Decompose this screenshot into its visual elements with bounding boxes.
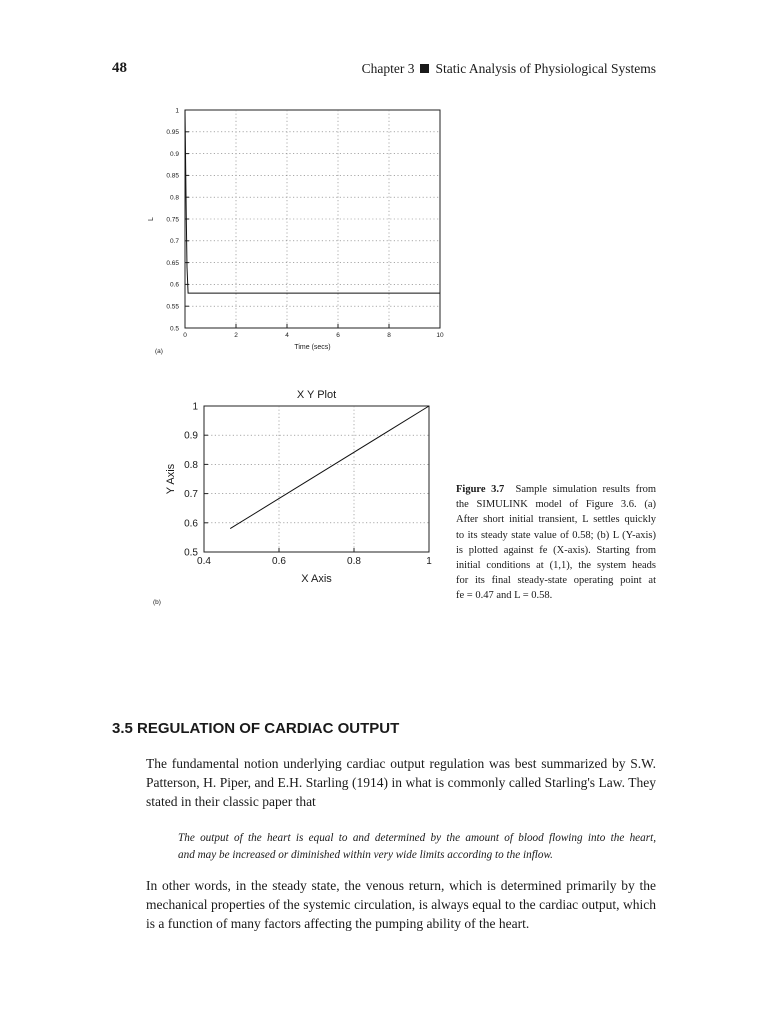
y-tick-label: 0.55: [166, 303, 179, 311]
x-tick-label: 1: [426, 556, 432, 567]
x-tick-label: 2: [234, 332, 238, 339]
panel-label: (b): [153, 599, 161, 606]
x-tick-label: 4: [285, 332, 289, 339]
paragraph-line: The fundamental notion underlying cardiac output regulation was best summarized by S.W.: [146, 756, 656, 771]
x-tick-label: 0.6: [272, 556, 286, 567]
y-axis-label: Y Axis: [165, 463, 177, 495]
y-tick-label: 0.7: [184, 489, 198, 501]
paragraph-line: stated in their classic paper that: [146, 794, 316, 809]
y-tick-label: 0.6: [169, 281, 179, 289]
paragraph: [146, 754, 656, 811]
quote-line: and may be increased or diminished within very wide limits according to the inflow.: [178, 849, 553, 861]
y-tick-label: 0.8: [184, 459, 198, 471]
block-quote: [178, 830, 656, 864]
x-tick-label: 0.4: [197, 556, 211, 567]
x-tick-label: 0.8: [347, 556, 361, 567]
plot-frame: [204, 406, 429, 552]
x-tick-label: 10: [436, 332, 444, 339]
y-tick-label: 0.5: [184, 547, 198, 559]
caption-line: is plotted against fe (X-axis). Starting from: [456, 544, 656, 556]
y-tick-label: 1: [175, 107, 179, 115]
y-tick-label: 0.8: [169, 194, 179, 202]
caption-line: fe = 0.47 and L = 0.58.: [456, 590, 553, 602]
y-tick-label: 0.6: [184, 518, 198, 530]
x-axis-label: Time (secs): [294, 344, 331, 351]
chapter-title: Static Analysis of Physiological Systems: [435, 61, 656, 76]
figure-caption: [456, 482, 656, 604]
caption-line: the SIMULINK model of Figure 3.6. (a): [456, 499, 656, 511]
y-tick-label: 0.7: [169, 238, 179, 246]
y-tick-label: 0.9: [169, 150, 179, 158]
series-line: [230, 406, 429, 529]
x-tick-label: 0: [183, 332, 187, 339]
chart-title: X Y Plot: [296, 389, 337, 401]
y-axis-label: L: [148, 217, 155, 221]
y-tick-label: 0.5: [169, 325, 179, 333]
section-heading: 3.5 REGULATION OF CARDIAC OUTPUT: [112, 720, 400, 737]
y-tick-label: 0.75: [166, 216, 179, 224]
paragraph-line: mechanical properties of the systemic circulation, is always equal to the cardiac output, which: [146, 897, 656, 912]
y-tick-label: 0.9: [184, 430, 198, 442]
y-tick-label: 0.65: [166, 259, 179, 267]
caption-line: to its steady state value of 0.58; (b) L (Y-axis): [456, 529, 656, 541]
caption-line: Sample simulation results from: [515, 484, 656, 495]
paragraph: [146, 876, 656, 933]
y-tick-label: 0.95: [166, 129, 179, 137]
caption-label: Figure 3.7: [456, 484, 505, 495]
paragraph-line: In other words, in the steady state, the venous return, which is determined primarily by the: [146, 878, 656, 893]
paragraph-line: Patterson, H. Piper, and E.H. Starling (1914) in what is commonly called Starling's Law. They: [146, 775, 656, 790]
page-number: 48: [112, 60, 127, 76]
caption-line: for its final steady-state operating point at: [456, 575, 656, 587]
paragraph-line: is a function of many factors affecting the pumping ability of the heart.: [146, 916, 530, 931]
x-axis-label: X Axis: [301, 573, 332, 585]
caption-line: initial conditions at (1,1), the system heads: [456, 560, 656, 572]
x-tick-label: 8: [387, 332, 391, 339]
quote-line: The output of the heart is equal to and determined by the amount of blood flowing into the heart,: [178, 832, 656, 844]
chapter-label: Chapter 3: [361, 61, 415, 76]
caption-line: After short initial transient, L settles quickly: [456, 514, 656, 526]
x-tick-label: 6: [336, 332, 340, 339]
y-tick-label: 1: [192, 401, 198, 413]
y-tick-label: 0.85: [166, 172, 179, 180]
panel-label: (a): [155, 348, 163, 355]
